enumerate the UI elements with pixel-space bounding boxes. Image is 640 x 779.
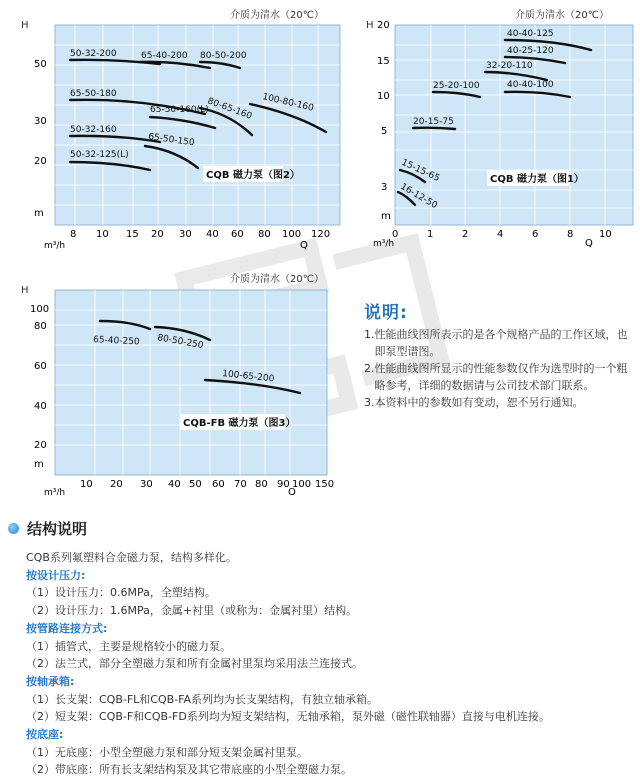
svg-text:16-12-50: 16-12-50: [398, 181, 439, 212]
svg-text:65-40-200: 65-40-200: [141, 51, 188, 61]
x-tick: 8: [567, 229, 574, 240]
svg-text:40-25-120: 40-25-120: [507, 46, 554, 56]
detail-line: （1）无底座：小型全塑磁力泵和部分短支架金属衬里泵。: [26, 745, 308, 759]
svg-text:65-40-250: 65-40-250: [92, 335, 140, 348]
x-tick: 80: [258, 229, 271, 240]
x-tick: 10: [80, 479, 93, 490]
section-title: 结构说明: [27, 520, 88, 538]
section-heading: [8, 518, 87, 539]
notes-title: 说明:: [364, 303, 408, 323]
svg-text:15-15-65: 15-15-65: [399, 157, 441, 184]
chart-3-title: CQB-FB 磁力泵（图3）: [183, 418, 296, 429]
chart-3-plot-area: [55, 290, 327, 475]
y-tick: 3: [381, 182, 388, 193]
detail-line: （1）插管式，主要是规格较小的磁力泵。: [26, 639, 231, 653]
chart-2-title: CQB 磁力泵（图2）: [206, 170, 300, 181]
note-item: 1. 性能曲线图所表示的是各个规格产品的工作区域，也即泵型谱图。: [364, 328, 628, 358]
svg-text:40-40-125: 40-40-125: [507, 29, 554, 39]
svg-text:100-65-200: 100-65-200: [221, 369, 275, 385]
svg-text:32-20-110: 32-20-110: [486, 61, 533, 71]
svg-text:100-80-160: 100-80-160: [261, 92, 315, 114]
m-unit-label: m: [34, 208, 44, 219]
y-tick: 20: [377, 20, 390, 31]
svg-text:50-32-200: 50-32-200: [70, 49, 117, 59]
x-tick: 50: [189, 479, 202, 490]
svg-text:50-32-125(L): 50-32-125(L): [70, 150, 129, 160]
x-tick: 10: [599, 229, 612, 240]
y-tick: 15: [377, 56, 390, 67]
x-tick: 20: [110, 479, 123, 490]
flow-unit: m³/h: [373, 239, 395, 249]
x-tick: 2: [462, 229, 469, 240]
category-connection: 按管路连接方式:: [26, 621, 108, 635]
y-tick: 40: [34, 401, 47, 412]
medium-label: 介质为清水（20℃）: [230, 10, 324, 21]
category-base: 按底座:: [26, 728, 64, 742]
x-tick: 4: [497, 229, 504, 240]
x-tick: 15: [126, 229, 139, 240]
flow-unit: m³/h: [44, 241, 66, 251]
x-tick: 90: [277, 479, 290, 490]
x-tick: 60: [212, 479, 225, 490]
y-tick: 50: [34, 59, 47, 70]
detail-line: （1）设计压力：0.6MPa，全塑结构。: [26, 586, 216, 600]
x-tick: 40: [206, 229, 219, 240]
svg-text:80-50-250: 80-50-250: [156, 333, 205, 352]
x-tick: 0: [392, 229, 399, 240]
chart-cqb-2: [0, 0, 360, 260]
y-tick: 5: [381, 126, 388, 137]
y-tick: 20: [34, 156, 47, 167]
x-tick: 60: [231, 229, 244, 240]
x-tick: 70: [234, 479, 247, 490]
chart-cqb-1: [355, 0, 640, 260]
category-pressure: 按设计压力:: [26, 568, 86, 582]
y-tick: 10: [377, 91, 390, 102]
h-axis-label: H: [366, 20, 374, 31]
intro-text: CQB系列氟塑料合金磁力泵，结构多样化。: [26, 551, 237, 564]
category-bearing: 按轴承箱:: [26, 674, 75, 688]
y-tick: 30: [34, 116, 47, 127]
y-tick: 20: [34, 440, 47, 451]
q-axis-label: Q: [300, 240, 308, 251]
notes-panel: [364, 305, 634, 411]
detail-line: （2）短支架：CQB-F和CQB-FD系列均为短支架结构，无轴承箱，泵外磁（磁性联轴器）直接与电机连接。: [26, 710, 550, 724]
m-unit-label: m: [34, 459, 44, 470]
medium-label: 介质为清水（20℃）: [230, 274, 324, 285]
x-tick: 80: [255, 479, 268, 490]
x-tick: 150: [315, 479, 335, 490]
y-tick: 100: [30, 304, 50, 315]
x-tick: 30: [179, 229, 192, 240]
q-axis-label: Q: [585, 238, 593, 249]
x-tick: 10: [96, 229, 109, 240]
y-tick: 60: [34, 361, 47, 372]
svg-text:65-50-150: 65-50-150: [147, 132, 196, 149]
medium-label: 介质为清水（20℃）: [515, 10, 609, 21]
curve-20-15-75: [413, 128, 455, 129]
flow-unit: m³/h: [44, 488, 66, 495]
q-axis-label: Q: [288, 487, 296, 495]
svg-text:40-40-100: 40-40-100: [507, 80, 554, 90]
h-axis-label: H: [21, 20, 29, 31]
detail-line: （1）长支架：CQB-FL和CQB-FA系列均为长支架结构，有独立轴承箱。: [26, 692, 379, 706]
note-item: 2. 性能曲线图所显示的性能参数仅作为选型时的一个粗略参考，详细的数据请与公司技术部门联系。: [364, 362, 628, 392]
x-tick: 120: [311, 229, 331, 240]
svg-text:50-32-160: 50-32-160: [70, 125, 117, 135]
svg-text:80-65-160: 80-65-160: [205, 96, 254, 122]
h-axis-label: H: [21, 285, 29, 296]
svg-text:65-50-160(L): 65-50-160(L): [150, 105, 209, 115]
note-item: 3. 本资料中的参数如有变动，恕不另行通知。: [364, 396, 584, 409]
detail-line: （2）法兰式，部分全塑磁力泵和所有金属衬里泵均采用法兰连接式。: [26, 657, 363, 671]
svg-text:65-50-180: 65-50-180: [70, 89, 117, 99]
x-tick: 100: [282, 229, 302, 240]
svg-text:20-15-75: 20-15-75: [413, 117, 454, 127]
chart-1-title: CQB 磁力泵（图1）: [490, 174, 584, 185]
svg-text:80-50-200: 80-50-200: [200, 51, 247, 61]
x-tick: 30: [140, 479, 153, 490]
x-tick: 100: [292, 479, 312, 490]
detail-line: （2）设计压力：1.6MPa，金属+衬里（或称为：金属衬里）结构。: [26, 604, 358, 618]
x-tick: 8: [70, 229, 77, 240]
structure-description: [26, 549, 626, 779]
bullet-dot-icon: [8, 523, 19, 534]
x-tick: 1: [427, 229, 434, 240]
detail-line: （2）带底座：所有长支架结构泵及其它带底座的小型全塑磁力泵。: [26, 763, 352, 777]
x-tick: 40: [168, 479, 181, 490]
y-tick: 80: [34, 321, 47, 332]
svg-text:25-20-100: 25-20-100: [433, 81, 480, 91]
m-unit-label: m: [381, 211, 391, 222]
chart-cqb-fb-3: [0, 265, 360, 495]
x-tick: 20: [151, 229, 164, 240]
x-tick: 6: [532, 229, 539, 240]
